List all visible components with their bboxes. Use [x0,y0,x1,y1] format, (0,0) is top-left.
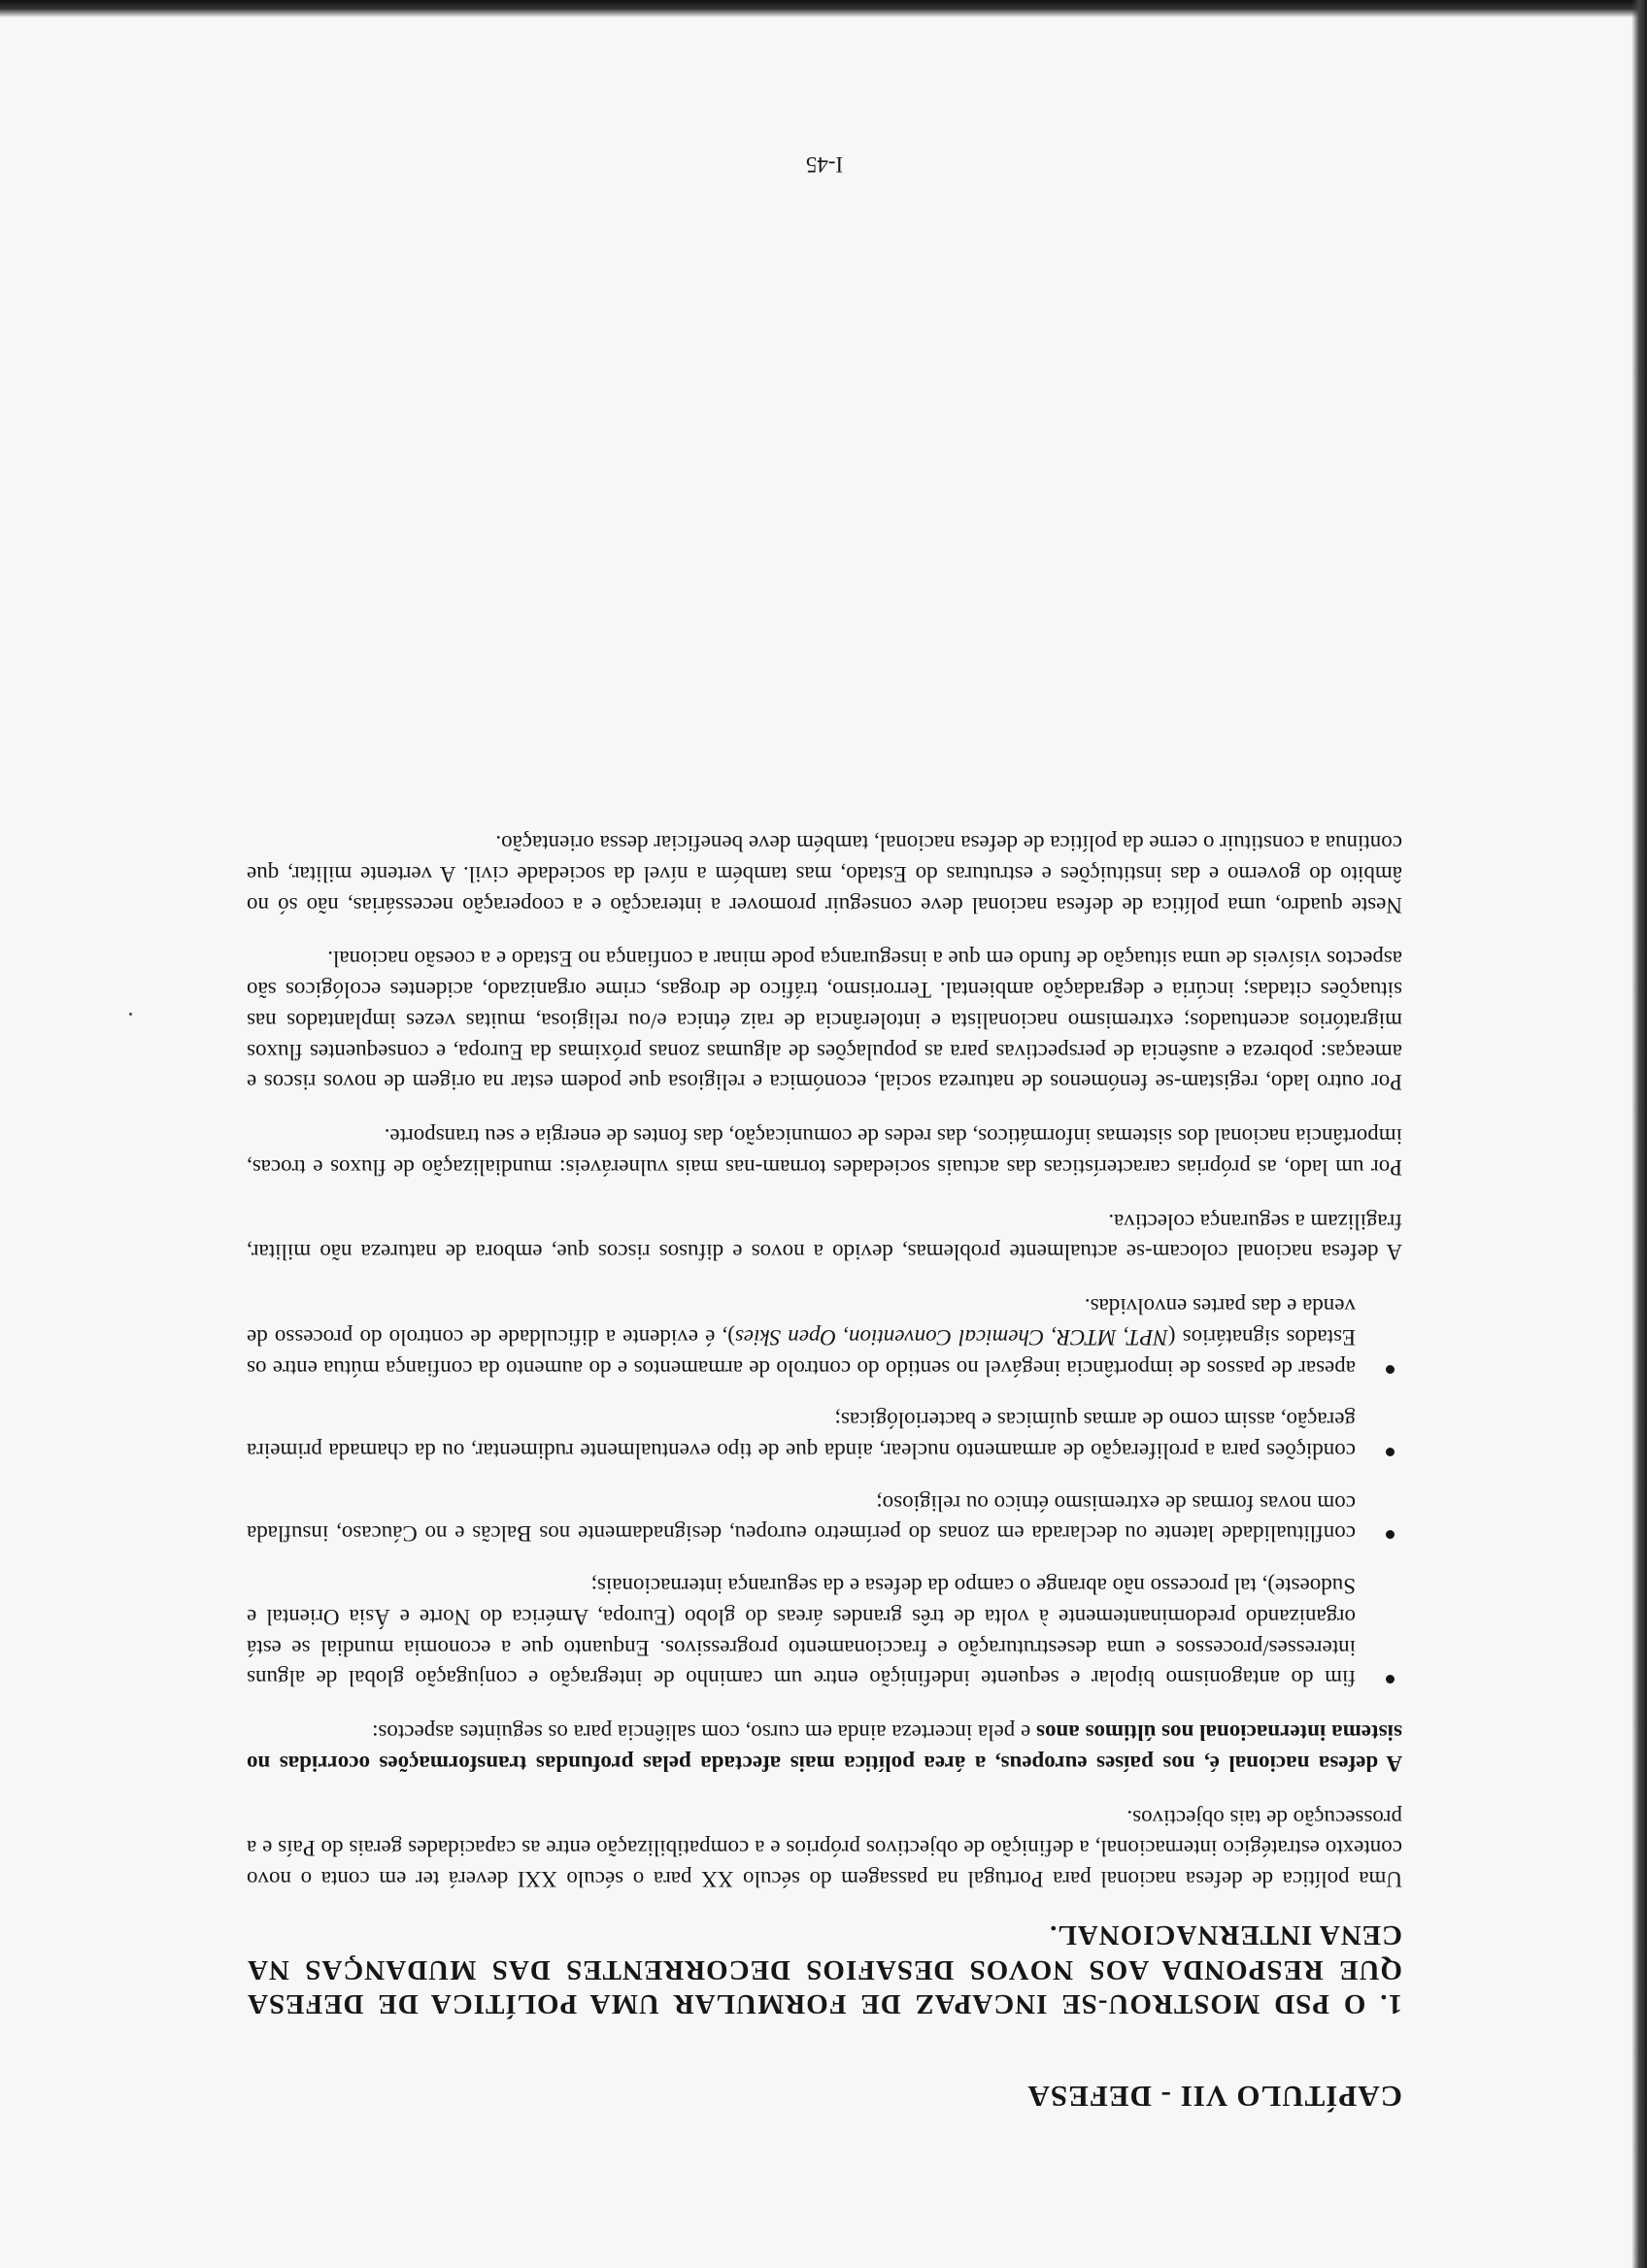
treaties-italic: NPT, MTCR, Chemical Convention, Open Skies [734,1324,1168,1350]
paragraph-cooperation: Neste quadro, uma política de defesa nacional deve conseguir promover a interacção e a cooperação necessárias, não só no âmbito do governo e das instituições e estruturas do Estado, mas também a nível da sociedade civil. A vertente militar, que continua a constituir o cerne da política de defesa nacional, também deve beneficiar dessa orientação. [247,831,1402,917]
paragraph-rest: e pela incerteza ainda em curso, com saliência para os seguintes aspectos: [372,1720,1037,1746]
list-item-text-end: ), é evidente a dificuldade de controlo do processo de venda e das partes envolvidas. [246,1294,1356,1350]
list-item-text: condições para a proliferação de armamento nuclear, ainda que de tipo eventualmente rudimentar, ou da chamada primeira geração, assim como de armas químicas e bacteriológicas; [247,1408,1356,1464]
aspects-list [247,1290,1402,1693]
bullet-icon [1386,1531,1395,1540]
list-item [247,1405,1402,1466]
page-content [246,152,1402,2117]
list-item [247,1571,1402,1694]
list-item-text: fim do antagonismo bipolar e sequente indefinição entre um caminho de integração e conjugação global de alguns interesses/processos e uma desestruturação e fraccionamento progressivos. Enquanto que a economia mundial se está organizando predominantemente à volta de três grandes áreas do globo (Europa, América do Norte e Ásia Oriental e Sudoeste), tal processo não abrange o campo da defesa e da segurança internacionais; [247,1574,1356,1691]
list-item-text-start: apesar de passos de importância inegável no sentido do controlo de armamentos e do aumento da confiança mútua entre os Estados signatários ( [247,1324,1356,1381]
section-title: 1. O PSD MOSTROU-SE INCAPAZ DE FORMULAR UMA POLÍTICA DE DEFESA QUE RESPONDA AOS NOVOS DESAFIOS DECORRENTES DAS MUDANÇAS NA CENA INTERNACIONAL. [247,1919,1402,2020]
paragraph-social-phenomena: Por outro lado, registam-se fenómenos de natureza social, económica e religiosa que podem estar na origem de novos riscos e ameaças: pobreza e ausência de perspectivas para as populações de algumas zonas próximas da Europa, e consequentes fluxos migratórios acentuados; extremismo nacionalista e intolerância de raiz étnica e/ou religiosa, muitas vezes implantados nas situações citadas; incúria e degradação ambiental. Terrorismo, tráfico de drogas, crime organizado, acidentes ecológicos são aspectos visíveis de uma situação de fundo em que a insegurança pode minar a confiança no Estado e a coesão nacional. [247,947,1402,1095]
bullet-icon [1386,1365,1395,1374]
list-item-text [247,1294,1356,1380]
scanner-edge-shadow-side [1631,0,1647,2268]
bullet-icon [1386,1448,1395,1456]
scan-speck [129,1013,132,1016]
bullet-icon [1386,1675,1395,1684]
chapter-title: CAPÍTULO VII - DEFESA [1026,2080,1402,2114]
paragraph-new-risks: A defesa nacional colocam-se actualmente problemas, devido a novos e difusos riscos que, embora de natureza não militar, fragilizam a segurança colectiva. [247,1209,1402,1265]
list-item-text: conflitualidade latente ou declarada em zonas do perímetro europeu, designadamente nos Balcãs e no Cáucaso, insuflada com novas formas de extremismo étnico ou religioso; [247,1490,1356,1547]
scanner-edge-shadow [0,0,1647,17]
paragraph-vulnerabilities: Por um lado, as próprias características das actuais sociedades tornam-nas mais vulneráveis: mundialização de fluxos e trocas, importância nacional dos sistemas informáticos, das redes de comunicação, das fontes de energia e seu transporte. [247,1124,1402,1180]
paragraph-intro: Uma política de defesa nacional para Portugal na passagem do século XX para o século XXI deverá ter em conta o novo contexto estratégico internacional, a definição de objectivos próprios e a compatibilização entre as capacidades gerais do País e a prossecução de tais objectivos. [247,1805,1402,1892]
list-item [247,1290,1402,1383]
page-number: I-45 [805,152,844,177]
paragraph-bold-lead: A defesa nacional é, nos países europeus, a área política mais afectada pelas profundas transformações ocorridas no sistema internacional nos últimos anos [247,1720,1402,1776]
paragraph-transformations [247,1717,1402,1778]
list-item [247,1487,1402,1549]
